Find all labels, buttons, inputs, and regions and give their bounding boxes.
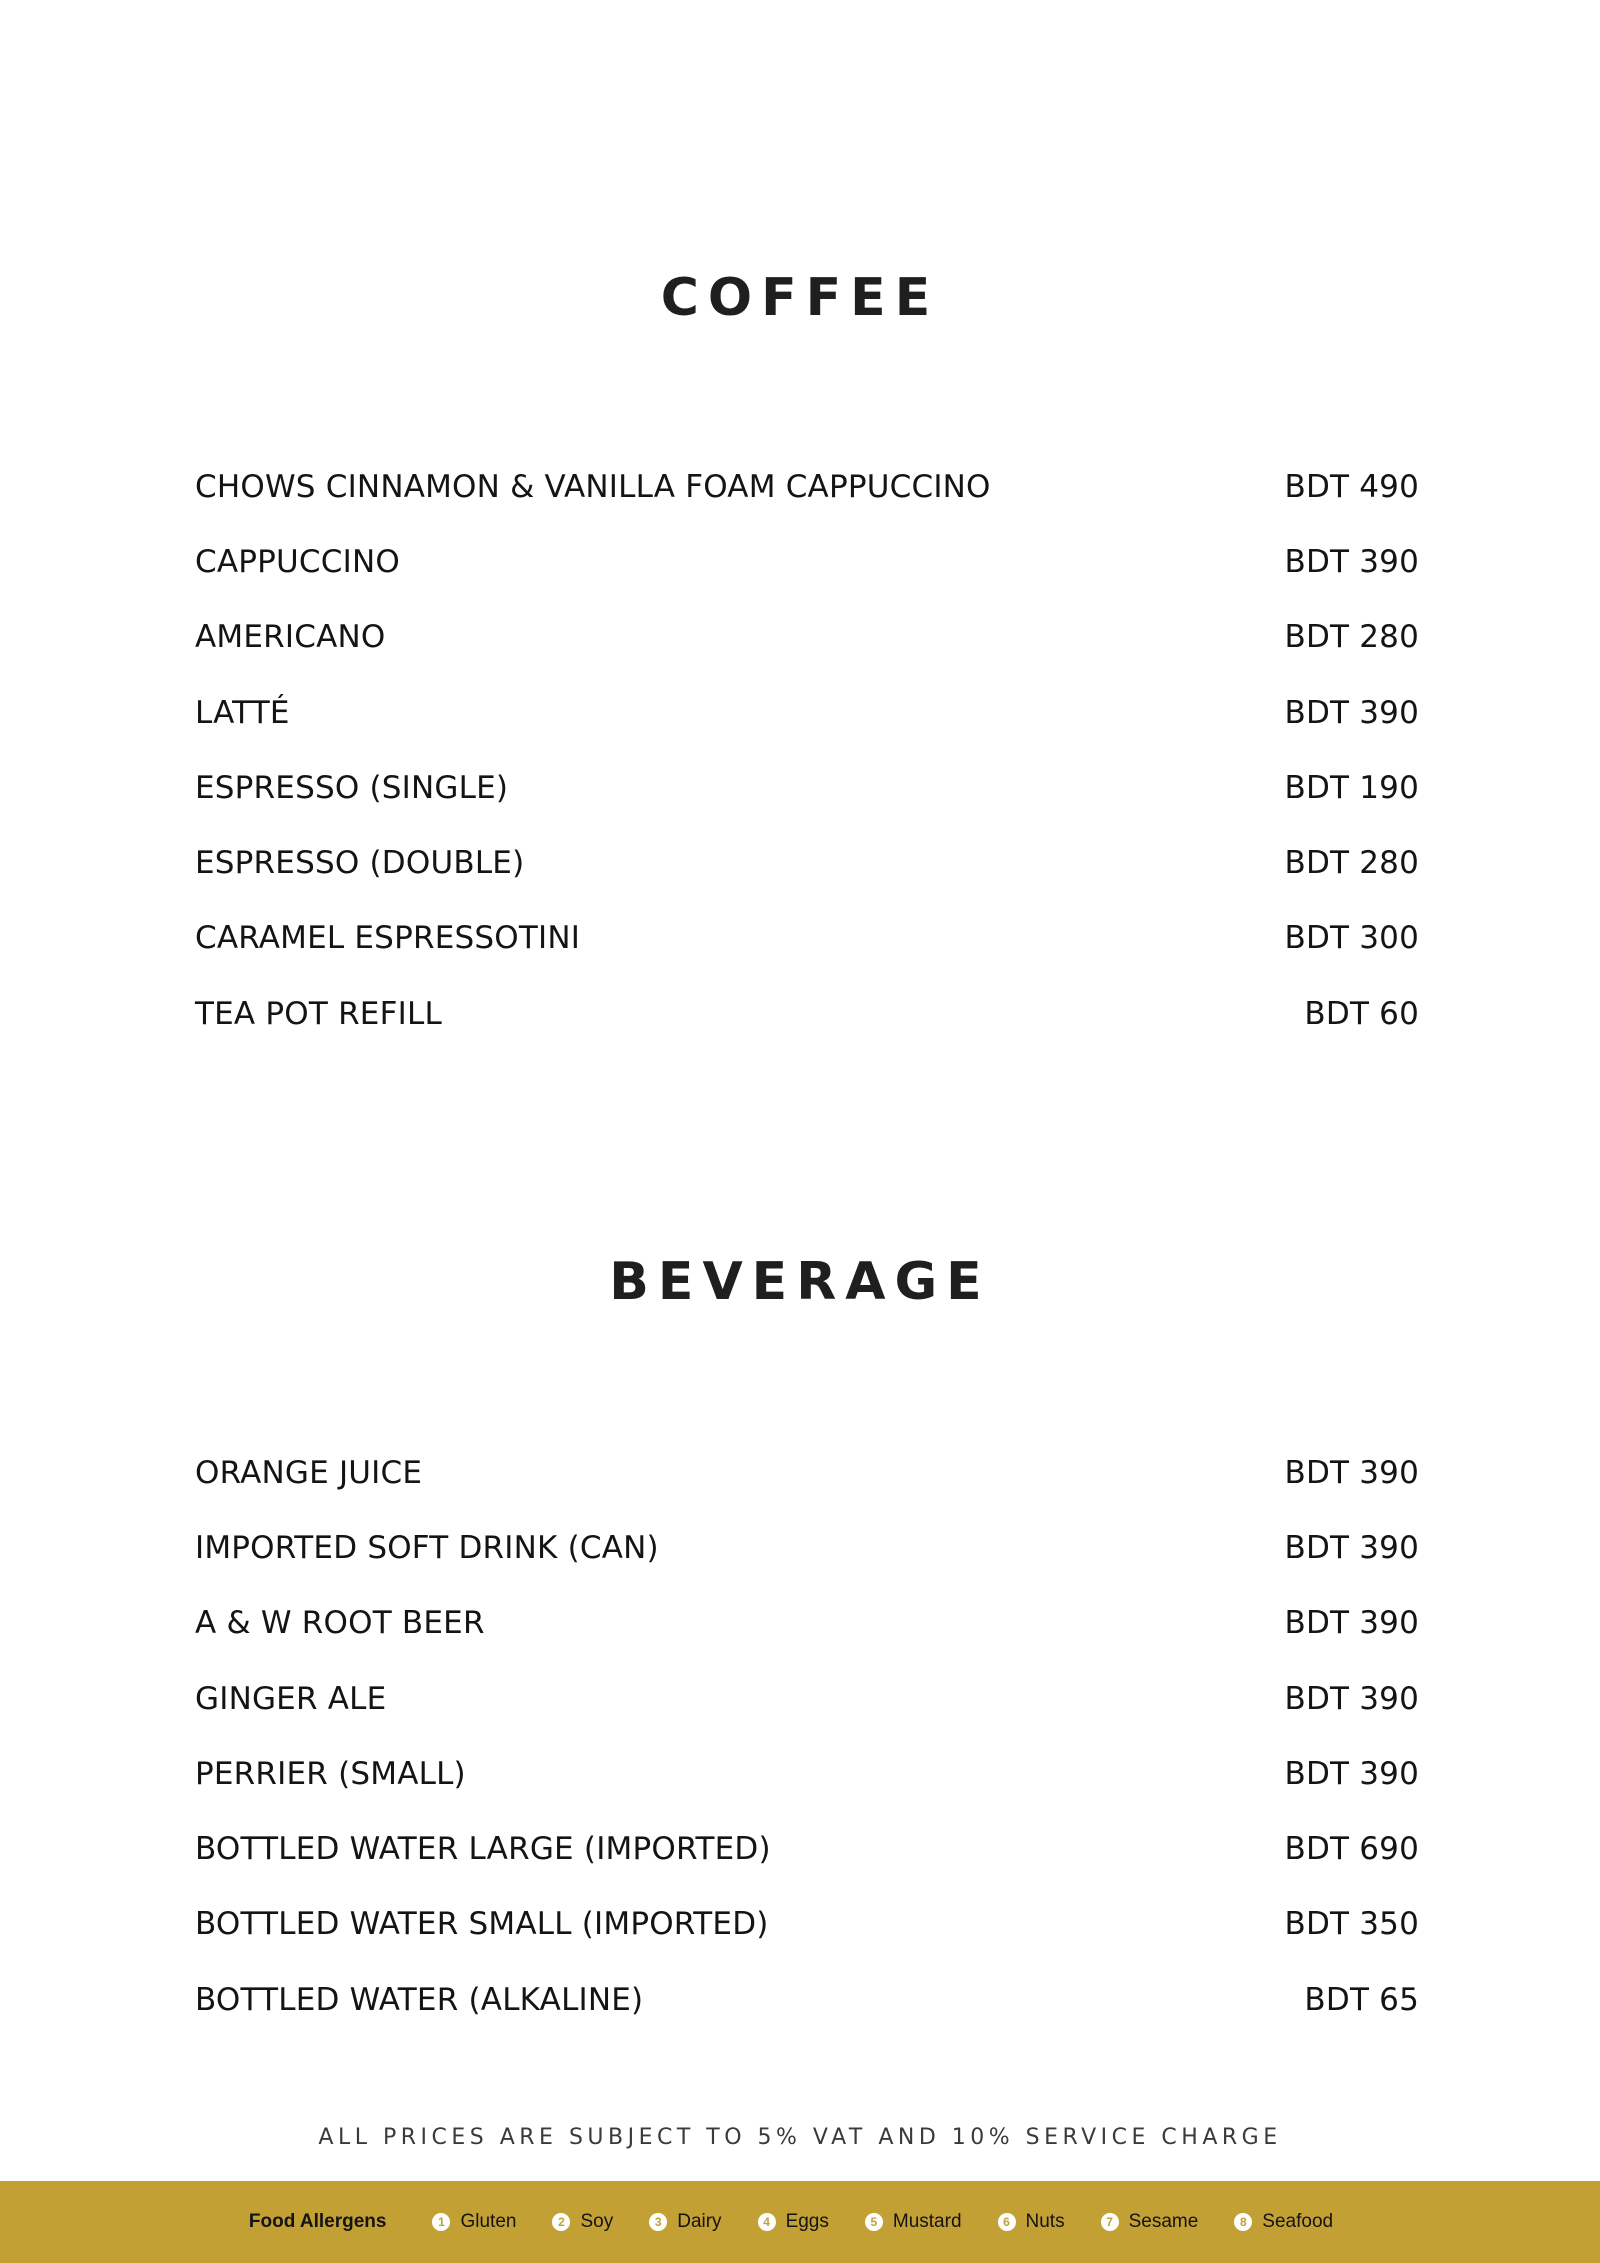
item-price: BDT 65 bbox=[1304, 1981, 1419, 2018]
allergen-label: Eggs bbox=[785, 2211, 829, 2232]
item-price: BDT 280 bbox=[1284, 845, 1419, 882]
menu-item bbox=[195, 1962, 1419, 2037]
allergen-dairy bbox=[649, 2211, 721, 2233]
item-name: ORANGE JUICE bbox=[195, 1454, 423, 1491]
allergen-label: Dairy bbox=[677, 2211, 722, 2232]
item-price: BDT 690 bbox=[1284, 1831, 1419, 1868]
item-name: CARAMEL ESPRESSOTINI bbox=[195, 920, 581, 957]
item-price: BDT 300 bbox=[1284, 920, 1419, 957]
menu-item bbox=[195, 976, 1419, 1051]
item-price: BDT 60 bbox=[1304, 995, 1419, 1032]
item-name: IMPORTED SOFT DRINK (CAN) bbox=[195, 1529, 659, 1566]
allergen-number-badge: 1 bbox=[432, 2213, 450, 2231]
item-price: BDT 280 bbox=[1284, 619, 1419, 656]
allergen-label: Gluten bbox=[460, 2211, 517, 2232]
menu-item bbox=[195, 1435, 1419, 1510]
allergen-number-badge: 3 bbox=[649, 2213, 667, 2231]
menu-item bbox=[195, 1887, 1419, 1962]
item-name: CHOWS CINNAMON & VANILLA FOAM CAPPUCCINO bbox=[195, 468, 991, 505]
item-price: BDT 390 bbox=[1284, 694, 1419, 731]
item-name: ESPRESSO (SINGLE) bbox=[195, 769, 509, 806]
menu-item bbox=[195, 449, 1419, 524]
allergen-heading: Food Allergens bbox=[248, 2211, 387, 2232]
item-name: BOTTLED WATER LARGE (IMPORTED) bbox=[195, 1831, 771, 1868]
coffee-section-title: COFFEE bbox=[660, 268, 940, 328]
menu-item bbox=[195, 1736, 1419, 1811]
item-price: BDT 390 bbox=[1284, 1529, 1419, 1566]
menu-item bbox=[195, 750, 1419, 825]
item-price: BDT 350 bbox=[1284, 1906, 1419, 1943]
item-name: TEA POT REFILL bbox=[195, 995, 442, 1032]
menu-item bbox=[195, 1586, 1419, 1661]
item-name: BOTTLED WATER SMALL (IMPORTED) bbox=[195, 1906, 769, 1943]
allergen-label: Nuts bbox=[1025, 2211, 1065, 2232]
menu-item bbox=[195, 901, 1419, 976]
allergen-number-badge: 8 bbox=[1234, 2213, 1252, 2231]
allergen-sesame bbox=[1101, 2211, 1199, 2233]
allergen-soy bbox=[552, 2211, 613, 2233]
allergen-number-badge: 6 bbox=[998, 2213, 1016, 2231]
menu-item bbox=[195, 524, 1419, 599]
item-price: BDT 190 bbox=[1284, 769, 1419, 806]
price-footnote: ALL PRICES ARE SUBJECT TO 5% VAT AND 10% SERVICE CHARGE bbox=[318, 2125, 1282, 2150]
allergen-number-badge: 7 bbox=[1101, 2213, 1119, 2231]
allergen-number-badge: 5 bbox=[865, 2213, 883, 2231]
menu-item bbox=[195, 1661, 1419, 1736]
item-name: GINGER ALE bbox=[195, 1680, 387, 1717]
beverage-section-title: BEVERAGE bbox=[609, 1252, 991, 1312]
allergen-nuts bbox=[998, 2211, 1065, 2233]
allergen-label: Mustard bbox=[892, 2211, 962, 2232]
beverage-menu-list bbox=[195, 1435, 1419, 2037]
item-price: BDT 390 bbox=[1284, 543, 1419, 580]
item-price: BDT 390 bbox=[1284, 1755, 1419, 1792]
allergen-eggs bbox=[758, 2211, 829, 2233]
item-price: BDT 390 bbox=[1284, 1605, 1419, 1642]
menu-item bbox=[195, 675, 1419, 750]
item-name: AMERICANO bbox=[195, 619, 386, 656]
allergen-gluten bbox=[432, 2211, 516, 2233]
item-name: CAPPUCCINO bbox=[195, 543, 400, 580]
allergen-number-badge: 4 bbox=[758, 2213, 776, 2231]
item-name: BOTTLED WATER (ALKALINE) bbox=[195, 1981, 644, 2018]
item-name: LATTÉ bbox=[195, 694, 290, 731]
menu-item bbox=[195, 1510, 1419, 1585]
item-name: A & W ROOT BEER bbox=[195, 1605, 485, 1642]
item-price: BDT 390 bbox=[1284, 1454, 1419, 1491]
menu-item bbox=[195, 825, 1419, 900]
allergen-label: Sesame bbox=[1128, 2211, 1199, 2232]
allergen-number-badge: 2 bbox=[552, 2213, 570, 2231]
allergen-seafood bbox=[1234, 2211, 1333, 2233]
allergen-mustard bbox=[865, 2211, 962, 2233]
allergen-label: Seafood bbox=[1262, 2211, 1334, 2232]
item-name: ESPRESSO (DOUBLE) bbox=[195, 845, 525, 882]
menu-item bbox=[195, 600, 1419, 675]
item-name: PERRIER (SMALL) bbox=[195, 1755, 466, 1792]
allergen-bar bbox=[0, 2181, 1600, 2263]
allergen-label: Soy bbox=[580, 2211, 614, 2232]
coffee-menu-list bbox=[195, 449, 1419, 1051]
item-price: BDT 390 bbox=[1284, 1680, 1419, 1717]
item-price: BDT 490 bbox=[1284, 468, 1419, 505]
menu-item bbox=[195, 1811, 1419, 1886]
